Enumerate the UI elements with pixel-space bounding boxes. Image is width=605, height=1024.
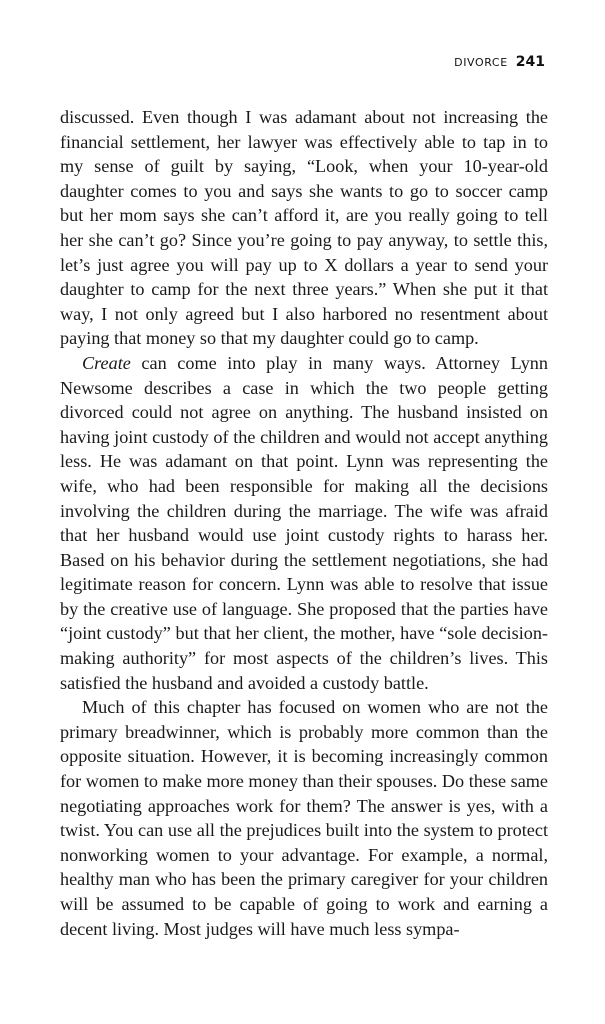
paragraph-1 bbox=[60, 105, 548, 351]
paragraph-3 bbox=[60, 695, 548, 941]
paragraph-2-text: can come into play in many ways. Attorney Lynn Newsome describes a case in which the two people getting divorced could not agree on anything. The husband insisted on having joint custody of the children and would not accept anything less. He was adamant on that point. Lynn was representing the wife, who had been responsible for making all the decisions involving the children during the marriage. The wife was afraid that her husband would use joint custody rights to harass her. Based on his behavior during the settlement negotiations, she had legitimate reason for concern. Lynn was able to resolve that issue by the creative use of language. She proposed that the parties have “joint custody” but that her client, the mother, have “sole decision-making authority” for most aspects of the children’s lives. This satisfied the husband and avoided a custody battle. bbox=[60, 352, 548, 693]
body-text bbox=[60, 105, 548, 941]
paragraph-3-text: Much of this chapter has focused on women who are not the primary breadwinner, which is probably more common than the opposite situation. However, it is becoming increasingly common for women to make more money than their spouses. Do these same negotiating approaches work for them? The answer is yes, with a twist. You can use all the prejudices built into the system to protect nonworking women to your advantage. For example, a normal, healthy man who has been the primary caregiver for your children will be assumed to be capable of going to work and earning a decent living. Most judges will have much less sympa- bbox=[60, 697, 548, 939]
chapter-title: DIVORCE bbox=[454, 56, 508, 69]
paragraph-2-italic-lead: Create bbox=[82, 352, 131, 373]
paragraph-2 bbox=[60, 351, 548, 695]
running-head bbox=[454, 54, 545, 70]
page-number: 241 bbox=[515, 54, 545, 70]
paragraph-1-text: discussed. Even though I was adamant about not increasing the financial settlement, her lawyer was effectively able to tap in to my sense of guilt by saying, “Look, when your 10-year-old daughter comes to you and says she wants to go to soccer camp but her mom says she can’t afford it, are you really going to tell her she can’t go? Since you’re going to pay anyway, to settle this, let’s just agree you will pay up to X dollars a year to send your daughter to camp for the next three years.” When she put it that way, I not only agreed but I also harbored no resentment about paying that money so that my daughter could go to camp. bbox=[60, 107, 548, 349]
